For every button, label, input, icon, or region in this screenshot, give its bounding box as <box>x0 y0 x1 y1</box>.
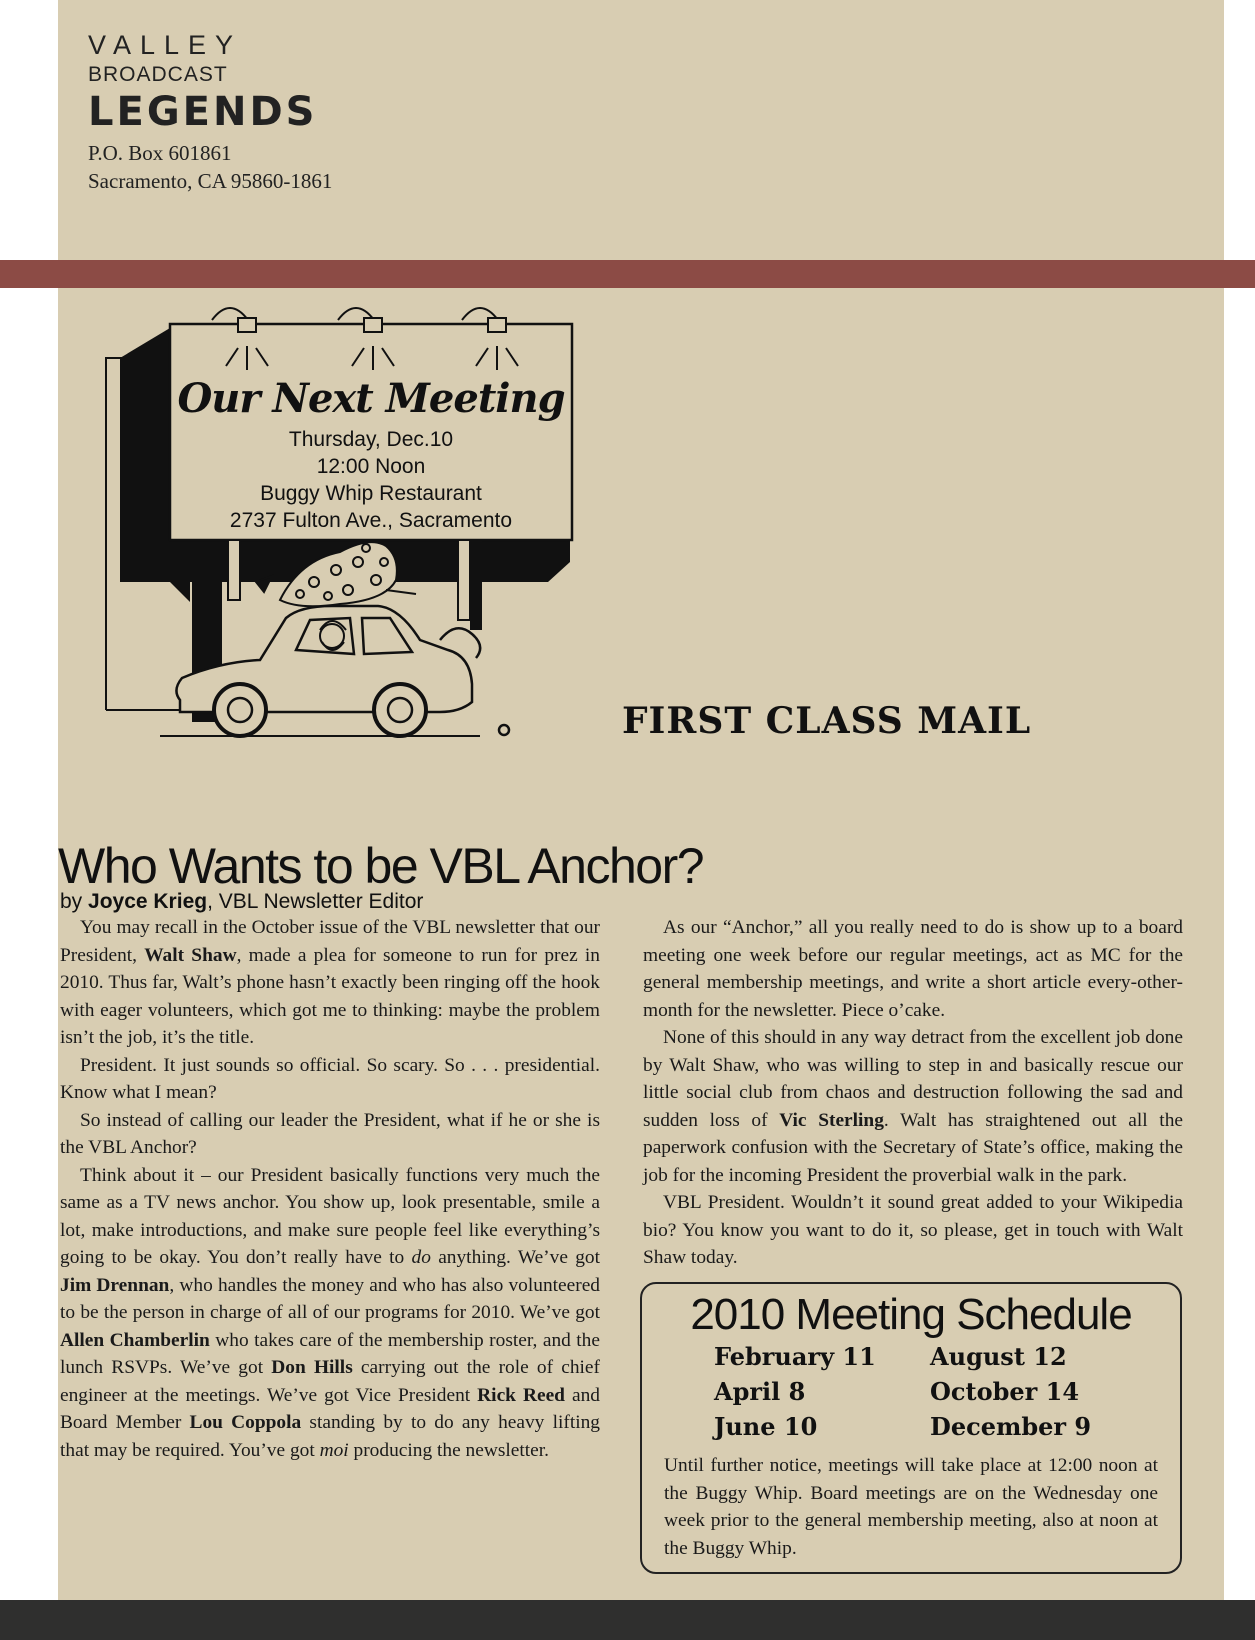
meeting-title: Our Next Meeting <box>177 375 565 422</box>
meeting-schedule-box <box>640 1282 1182 1574</box>
schedule-note: Until further notice, meetings will take place at 12:00 noon at the Buggy Whip. Board meetings are on the Wednesday one week prior to the general membership meeting, also at noon at the Buggy Whip. <box>664 1455 1158 1559</box>
paragraph: As our “Anchor,” all you really need to do is show up to a board meeting one week before our regular meetings, act as MC for the general membership meetings, and write a short article every-other-month for the newsletter. Piece o’cake. <box>643 917 1183 1021</box>
schedule-date: June 10 <box>714 1412 818 1441</box>
meeting-date: Thursday, Dec.10 <box>288 428 454 451</box>
page-margin <box>0 0 58 1640</box>
santa-icon <box>320 621 346 650</box>
return-address-line2: Sacramento, CA 95860-1861 <box>88 169 333 193</box>
meeting-time: 12:00 Noon <box>316 455 426 478</box>
paragraph: None of this should in any way detract from the excellent job done by Walt Shaw, who was willing to step in and basically rescue our little social club from chaos and destruction following the sad and sudden loss of Vic Sterling. Walt has straightened out all the paperwork confusion with the Secretary of State’s office, making the job for the incoming President the proverbial walk in the park. <box>643 1027 1183 1186</box>
first-class-mail-label: FIRST CLASS MAIL <box>622 700 1032 742</box>
masthead <box>88 30 332 195</box>
schedule-date: August 12 <box>930 1342 1067 1371</box>
return-address-line1: P.O. Box 601861 <box>88 141 232 165</box>
byline-author: Joyce Krieg <box>88 890 208 913</box>
masthead-divider <box>0 260 1255 288</box>
schedule-date: December 9 <box>930 1412 1092 1441</box>
meeting-place: Buggy Whip Restaurant <box>260 482 482 505</box>
masthead-legends: LEGENDS <box>88 89 318 135</box>
masthead-valley: VALLEY <box>88 30 243 60</box>
byline-prefix: by <box>60 890 89 913</box>
byline-role: , VBL Newsletter Editor <box>207 890 424 913</box>
article-column-left <box>60 914 600 1464</box>
paragraph: VBL President. Wouldn’t it sound great added to your Wikipedia bio? You know you want to do it, so please, get in touch with Walt Shaw today. <box>643 1192 1183 1268</box>
schedule-date: October 14 <box>930 1377 1080 1406</box>
paragraph: Think about it – our President basically functions very much the same as a TV news anchor. You show up, look presentable, smile a lot, make introductions, and make sure people feel like everything’s going to be okay. You don’t really have to do anything. We’ve got Jim Drennan, who handles the money and who has also volunteered to be the person in charge of all of our programs for 2010. We’ve got Allen Chamberlin who takes care of the membership roster, and the lunch RSVPs. We’ve got Don Hills carrying out the role of chief engineer at the meetings. We’ve got Vice President Rick Reed and Board Member Lou Coppola standing by to do any heavy lifting that may be required. You’ve got moi producing the newsletter. <box>60 1164 600 1461</box>
schedule-title: 2010 Meeting Schedule <box>690 1290 1132 1339</box>
billboard-illustration <box>100 300 580 770</box>
paragraph: President. It just sounds so official. So scary. So . . . presidential. Know what I mean? <box>60 1054 600 1103</box>
article-headline: Who Wants to be VBL Anchor? <box>58 838 704 894</box>
masthead-broadcast: BROADCAST <box>88 63 228 86</box>
bottom-border <box>0 1600 1255 1640</box>
schedule-date: February 11 <box>714 1342 876 1371</box>
paragraph: So instead of calling our leader the President, what if he or she is the VBL Anchor? <box>60 1109 600 1158</box>
article-byline <box>60 890 423 914</box>
article-column-right <box>643 914 1183 1272</box>
meeting-address: 2737 Fulton Ave., Sacramento <box>229 509 513 532</box>
paragraph: You may recall in the October issue of the VBL newsletter that our President, Walt Shaw, made a plea for someone to run for prez in 2010. Thus far, Walt’s phone hasn’t exactly been ringing off the hook with eager volunteers, which got me to thinking: maybe the problem isn’t the job, it’s the title. <box>60 917 600 1048</box>
schedule-date: April 8 <box>714 1377 806 1406</box>
meeting-notice <box>170 375 572 534</box>
